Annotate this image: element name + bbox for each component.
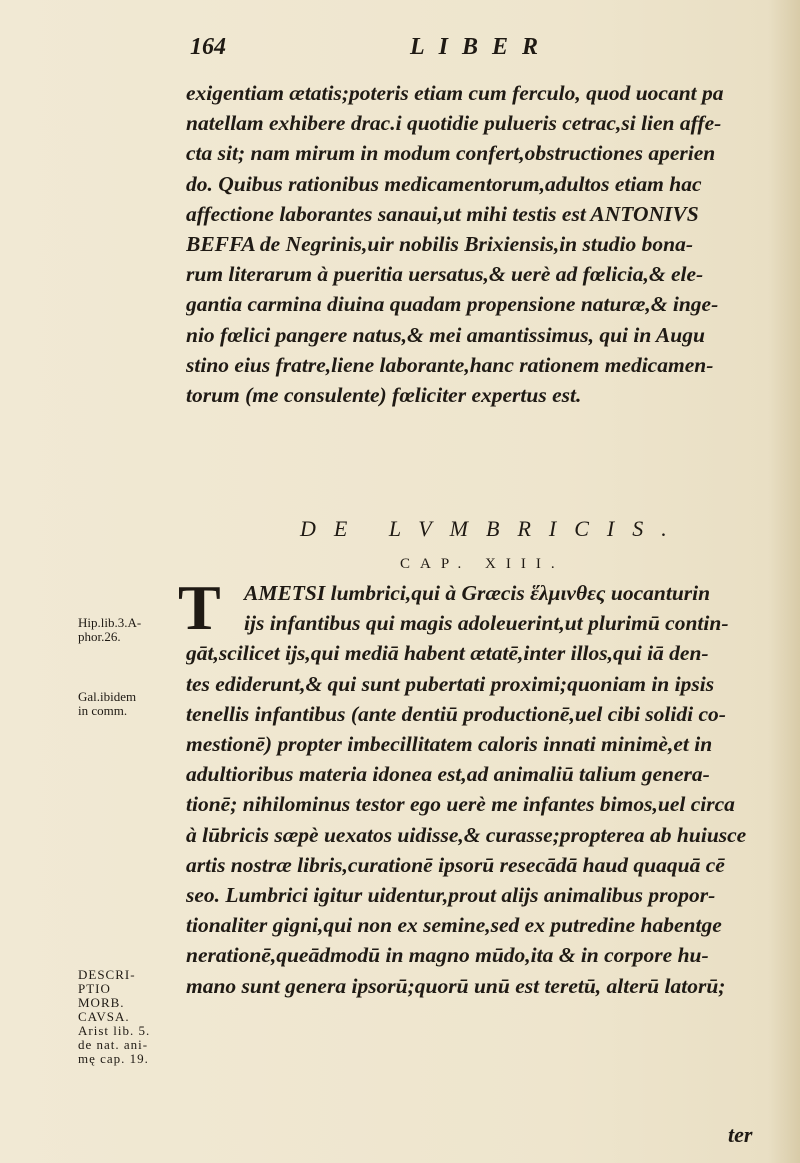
margin-line: de nat. ani- [78,1037,149,1052]
margin-note-galen [78,690,178,718]
margin-line: Gal.ibidem [78,689,137,704]
chapter-number: CAP. XIII. [400,556,565,572]
margin-note-description [78,968,178,1066]
paragraph-1 [186,78,772,410]
text-line: rum literarum à pueritia uersatus,& uerè ad fœlicia,& ele- [186,262,704,287]
text-line: tionē; nihilominus testor ego uerè me infantes bimos,uel circa [186,792,735,817]
text-line: gāt,scilicet ijs,qui mediā habent ætatē,inter illos,qui iā den- [186,641,709,666]
text-line: adultioribus materia idonea est,ad animaliū talium genera- [186,762,710,787]
text-line: BEFFA de Negrinis,uir nobilis Brixiensis,in studio bona- [186,232,694,257]
text-line: affectione laborantes sanaui,ut mihi testis est ANTONIVS [186,201,699,226]
text-line: tes ediderunt,& qui sunt pubertati proximi;quoniam in ipsis [186,671,715,696]
margin-line: Hip.lib.3.A- [78,615,142,630]
margin-note-hippocrates [78,616,178,644]
margin-line: phor.26. [78,629,121,644]
text-line: exigentiam ætatis;poteris etiam cum ferculo, quod uocant pa [186,81,724,105]
text-line: tionaliter gigni,qui non ex semine,sed ex putredine habentge [186,913,722,938]
text-line: nerationē,queādmodū in magno mūdo,ita & in corpore hu- [186,943,709,968]
margin-line: PTIO [78,981,111,996]
text-line: tenellis infantibus (ante dentiū productionē,uel cibi solidi co- [186,701,726,726]
text-line: gantia carmina diuina quadam propensione naturæ,& inge- [186,292,719,317]
margin-line: CAVSA. [78,1009,130,1024]
running-title: LIBER [410,34,553,60]
catchword: ter [728,1122,753,1147]
drop-capital: T [178,572,221,643]
text-line: natellam exhibere drac.i quotidie pulueris cetrac,si lien affe- [186,111,722,136]
text-line: mano sunt genera ipsorū;quorū unū est teretū, alterū latorū; [186,973,726,998]
text-line: artis nostræ libris,curationē ipsorū resecādā haud quaquā cē [186,852,725,877]
text-line: à lūbricis sæpè uexatos uidisse,& curasse;propterea ab huiusce [186,822,747,847]
chapter-heading: DE LVMBRICIS. [300,516,685,541]
text-line: cta sit; nam mirum in modum confert,obstructiones aperien [186,141,716,166]
text-line: AMETSI lumbrici,qui à Græcis ἕλμινθες uocanturin [244,581,711,605]
page-number: 164 [190,34,226,60]
text-line: seo. Lumbrici igitur uidentur,prout alijs animalibus propor- [186,883,716,908]
paragraph-2 [186,578,772,1001]
margin-line: DESCRI- [78,967,136,982]
margin-line: Arist lib. 5. [78,1023,151,1038]
margin-line: mę cap. 19. [78,1051,149,1066]
text-line: torum (me consulente) fœliciter expertus est. [186,383,582,408]
page-header [190,30,610,70]
text-line: ijs infantibus qui magis adoleuerint,ut plurimū contin- [244,611,729,636]
text-line: nio fœlici pangere natus,& mei amantissimus, qui in Augu [186,322,705,347]
text-line: do. Quibus rationibus medicamentorum,adultos etiam hac [186,171,702,196]
margin-line: MORB. [78,995,125,1010]
text-line: mestionē) propter imbecillitatem caloris innati minimè,et in [186,732,713,757]
text-line: stino eius fratre,liene laborante,hanc rationem medicamen- [186,352,714,377]
margin-line: in comm. [78,703,128,718]
